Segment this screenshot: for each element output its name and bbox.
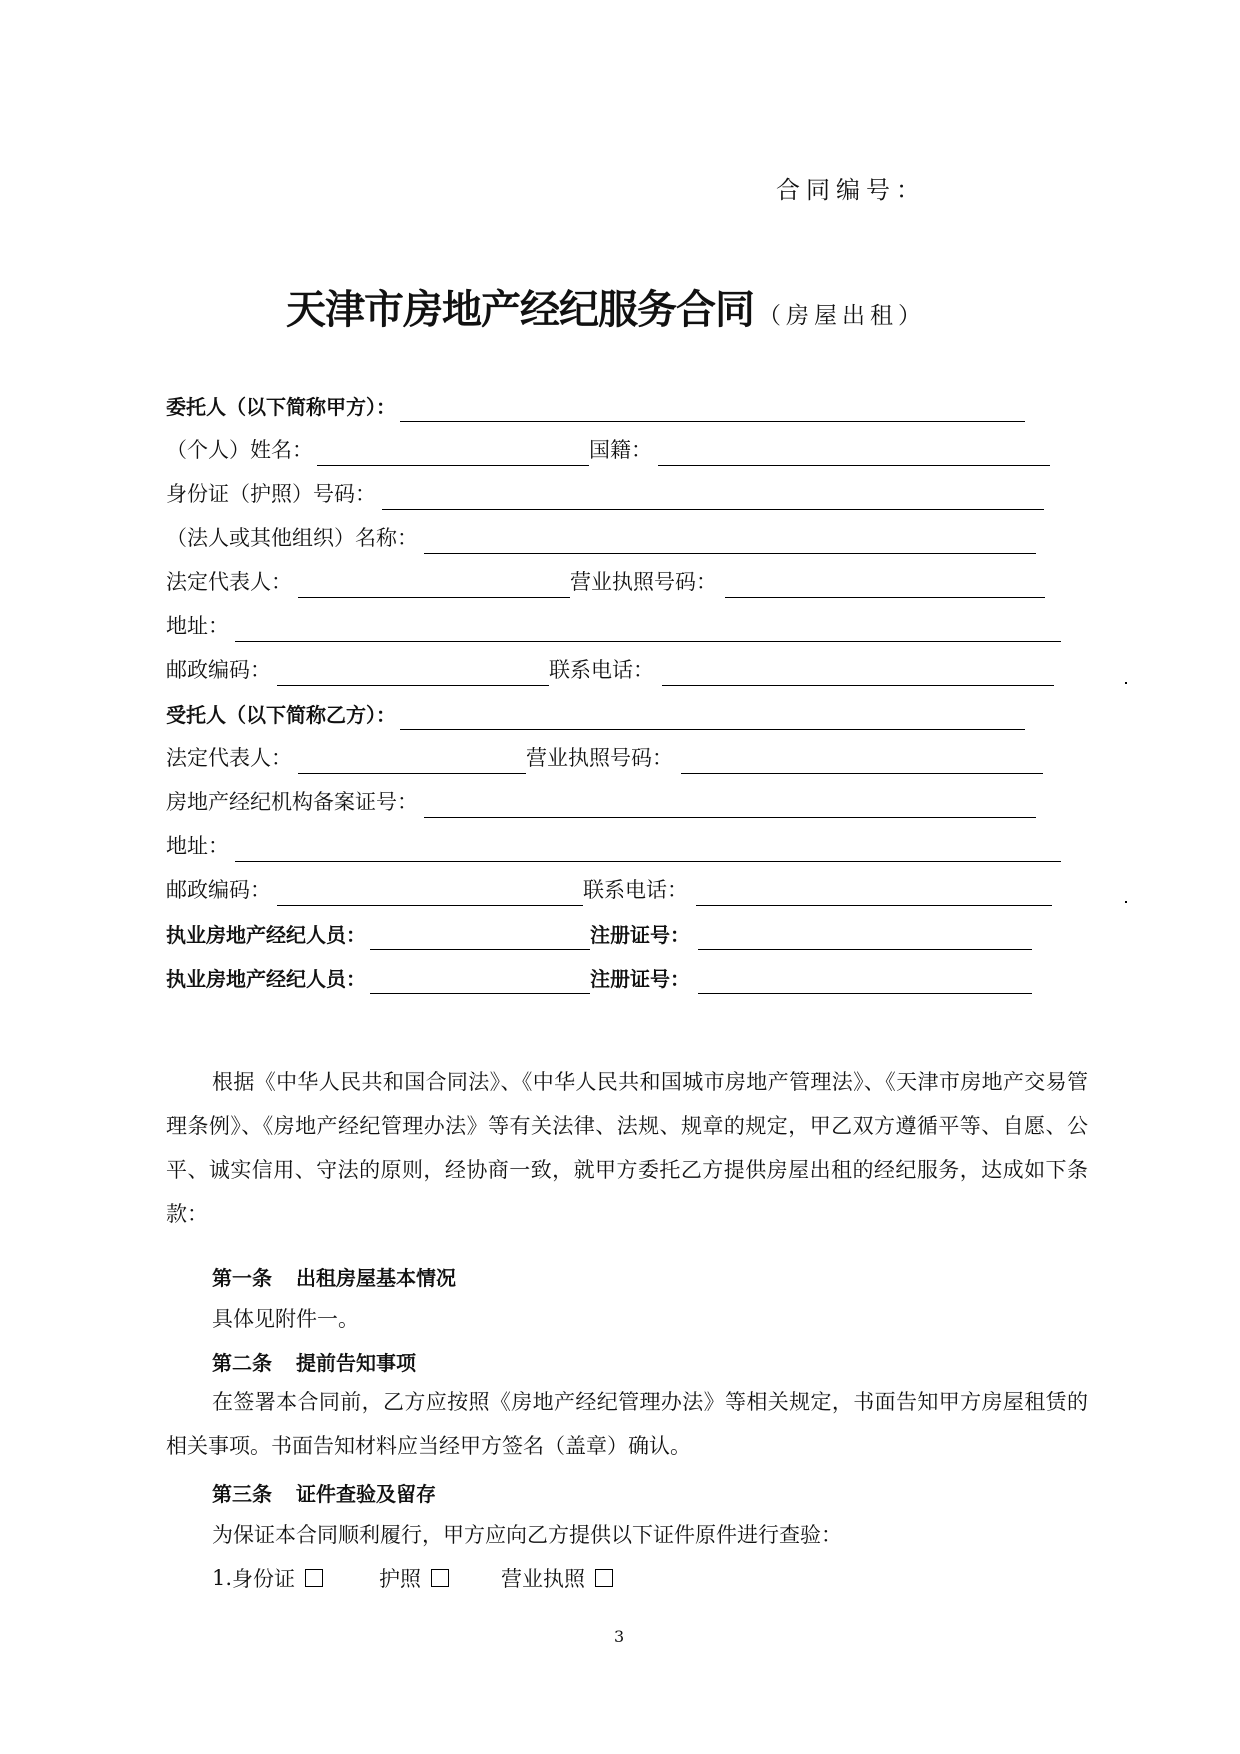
check-item-passport[interactable] xyxy=(379,1563,449,1593)
article-3-body: 为保证本合同顺利履行，甲方应向乙方提供以下证件原件进行查验： xyxy=(212,1523,842,1547)
party-a-id-row xyxy=(166,480,1044,510)
party-b-legal-row xyxy=(166,744,1043,774)
party-a-address-row xyxy=(166,612,1061,642)
party-a-field[interactable] xyxy=(400,421,1025,422)
legal-rep-field[interactable] xyxy=(298,597,570,598)
phone-field[interactable] xyxy=(662,685,1054,686)
article-1-heading xyxy=(212,1262,456,1291)
b-postcode-field[interactable] xyxy=(277,905,583,906)
article-number: 第一条 xyxy=(212,1266,272,1290)
filing-field[interactable] xyxy=(424,817,1036,818)
party-b-heading: 受托人（以下简称乙方）： xyxy=(166,703,396,727)
party-b-heading-row xyxy=(166,700,1025,730)
b-legal-rep-field[interactable] xyxy=(298,773,526,774)
checklist-prefix: 1. xyxy=(212,1566,233,1590)
postcode-field[interactable] xyxy=(277,685,549,686)
article-3-heading xyxy=(212,1478,436,1507)
document-title xyxy=(286,278,926,335)
stray-mark xyxy=(1125,901,1127,903)
b-legal-rep-label: 法定代表人： xyxy=(166,746,292,770)
party-a-org-row xyxy=(166,524,1036,554)
agent-row-1 xyxy=(166,920,1032,950)
b-phone-field[interactable] xyxy=(696,905,1052,906)
nationality-field[interactable] xyxy=(658,465,1050,466)
b-postcode-label: 邮政编码： xyxy=(166,878,271,902)
org-name-field[interactable] xyxy=(424,553,1036,554)
party-a-heading-row xyxy=(166,392,1025,422)
check-label: 营业执照 xyxy=(501,1567,586,1591)
b-license-label: 营业执照号码： xyxy=(526,746,673,770)
document-checklist xyxy=(212,1563,613,1593)
phone-label: 联系电话： xyxy=(549,658,654,682)
agent-row-2 xyxy=(166,964,1032,994)
org-name-label: （法人或其他组织）名称： xyxy=(166,526,418,550)
article-number: 第三条 xyxy=(212,1482,272,1506)
checkbox-icon[interactable] xyxy=(431,1569,449,1587)
filing-label: 房地产经纪机构备案证号： xyxy=(166,790,418,814)
reg-label: 注册证号： xyxy=(590,967,690,991)
id-label: 身份证（护照）号码： xyxy=(166,482,376,506)
article-title: 提前告知事项 xyxy=(296,1351,416,1375)
check-item-business-license[interactable] xyxy=(501,1563,613,1593)
article-number: 第二条 xyxy=(212,1351,272,1375)
article-2-body: 在签署本合同前，乙方应按照《房地产经纪管理办法》等相关规定，书面告知甲方房屋租赁的相关事项。书面告知材料应当经甲方签名（盖章）确认。 xyxy=(166,1390,1088,1458)
agent-label: 执业房地产经纪人员： xyxy=(166,923,366,947)
party-b-field[interactable] xyxy=(400,729,1025,730)
check-item-id-card[interactable] xyxy=(232,1563,323,1593)
checkbox-icon[interactable] xyxy=(595,1569,613,1587)
article-title: 证件查验及留存 xyxy=(296,1482,436,1506)
legal-rep-label: 法定代表人： xyxy=(166,570,292,594)
name-field[interactable] xyxy=(317,465,589,466)
license-label: 营业执照号码： xyxy=(570,570,717,594)
id-field[interactable] xyxy=(382,509,1044,510)
title-main: 天津市房地产经纪服务合同 xyxy=(286,287,754,333)
nationality-label: 国籍： xyxy=(589,438,652,462)
b-address-label: 地址： xyxy=(166,834,229,858)
article-2-heading xyxy=(212,1347,416,1376)
license-field[interactable] xyxy=(725,597,1045,598)
party-b-contact-row xyxy=(166,876,1052,906)
preamble-paragraph: 根据《中华人民共和国合同法》、《中华人民共和国城市房地产管理法》、《天津市房地产交易管理条例》、《房地产经纪管理办法》等有关法律、法规、规章的规定，甲乙双方遵循平等、自愿、公平、诚实信用、守法的原则，经协商一致，就甲方委托乙方提供房屋出租的经纪服务，达成如下条款： xyxy=(166,1070,1088,1226)
agent-label: 执业房地产经纪人员： xyxy=(166,967,366,991)
party-b-address-row xyxy=(166,832,1061,862)
check-label: 身份证 xyxy=(232,1567,296,1591)
stray-mark xyxy=(1125,682,1127,684)
contract-number-label: 合同编号： xyxy=(776,176,926,204)
checkbox-icon[interactable] xyxy=(305,1569,323,1587)
agent-field[interactable] xyxy=(370,949,590,950)
b-address-field[interactable] xyxy=(235,861,1061,862)
party-b-filing-row xyxy=(166,788,1036,818)
b-license-field[interactable] xyxy=(681,773,1043,774)
article-1-body: 具体见附件一。 xyxy=(212,1307,359,1331)
party-a-name-row xyxy=(166,436,1050,466)
postcode-label: 邮政编码： xyxy=(166,658,271,682)
agent-field[interactable] xyxy=(370,993,590,994)
party-a-heading: 委托人（以下简称甲方）： xyxy=(166,395,396,419)
address-field[interactable] xyxy=(235,641,1061,642)
name-label: （个人）姓名： xyxy=(166,438,313,462)
address-label: 地址： xyxy=(166,614,229,638)
reg-field[interactable] xyxy=(698,949,1032,950)
page-number: 3 xyxy=(614,1627,625,1646)
party-a-contact-row xyxy=(166,656,1054,686)
reg-label: 注册证号： xyxy=(590,923,690,947)
b-phone-label: 联系电话： xyxy=(583,878,688,902)
reg-field[interactable] xyxy=(698,993,1032,994)
article-title: 出租房屋基本情况 xyxy=(296,1266,456,1290)
title-subtitle: （房屋出租） xyxy=(758,303,926,329)
party-a-legal-row xyxy=(166,568,1045,598)
check-label: 护照 xyxy=(379,1567,422,1591)
